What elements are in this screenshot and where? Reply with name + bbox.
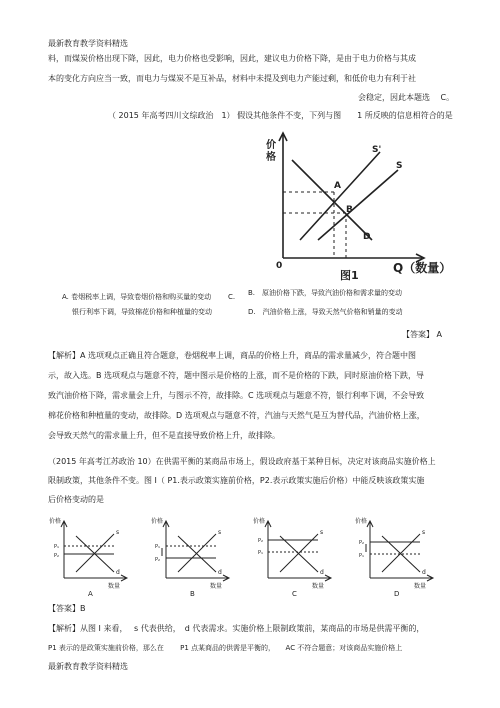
graph-a-p2: P₂ [54, 553, 60, 559]
q1-stem: （ 2015 年高考四川文综政治 1） 假设其他条件不变，下列与图 1 所反映的信息相符合的是 [108, 111, 453, 120]
q2-graph-d [354, 512, 446, 598]
graph-d-p1: P₁ [359, 553, 365, 559]
q1-origin: 0 [276, 261, 283, 271]
graph-d-d: d [422, 569, 426, 576]
graph-a-s: s [116, 529, 120, 536]
q1-ylabel: 价格 [266, 140, 276, 163]
graph-a-d: d [116, 569, 120, 576]
q2-answer: 【答案】B [48, 604, 86, 613]
graph-d-p2: P₂ [359, 540, 365, 546]
graph-c-p2: P₂ [258, 538, 264, 544]
q1-option-c: 银行利率下调，导致棉花价格和种植量的变动 [72, 308, 212, 316]
q1-answer: 【答案】 A [402, 330, 443, 339]
q2-stem-1: （2015 年高考江苏政治 10）在供需平衡的某商品市场上，假设政府基于某种目标，决定对该商品实施价格上 [48, 457, 436, 466]
q1-option-a: A. 卷烟税率上调，导致卷烟价格和购买量的变动 [62, 293, 212, 301]
intro-line-3: 会稳定，因此本题选 C。 [358, 93, 455, 102]
page-header: 最新教育教学资料精选 [48, 39, 128, 48]
graph-a-p1: P₁ [54, 544, 60, 550]
graph-b-letter: B [190, 590, 195, 598]
q1-option-d: D. 汽油价格上涨，导致天然气价格和销量的变动 [248, 308, 403, 316]
page-footer: 最新教育教学资料精选 [48, 662, 128, 671]
q1-analysis-5: 会导致天然气的需求量上升，但不是直接导致价格上升，故排除。 [48, 431, 280, 440]
graph-d-s: s [422, 529, 426, 536]
graph-b-p2: P₂ [155, 557, 161, 563]
q1-analysis-2: 示，故入选。B 选项观点与题意不符，题中图示是价格的上涨，而不是价格的下跌，同时原油价格下跌，导 [48, 371, 425, 380]
q1-label-b: B [346, 205, 353, 215]
q1-label-d: D [363, 232, 371, 242]
q2-stem-2: 限制政策，其他条件不变。图 I（ P1.表示政策实施前价格，P2.表示政策实施后价格）中能反映该政策实施 [48, 476, 425, 485]
graph-a-letter: A [88, 590, 93, 598]
q1-option-c-tag: C. [228, 293, 236, 301]
q1-label-s-prime: S' [372, 145, 382, 155]
graph-b-xlabel: 数量 [210, 583, 223, 590]
q1-analysis-3: 致汽油价格下降，需求量会上升，与图示不符，故排除。C 选项观点与题意不符，银行利率下调，不会导致 [48, 391, 425, 400]
intro-line-2: 本的变化方向应当一致，而电力与煤炭不是互补品，材料中未提及到电力产能过剩，和低价电力有利于社 [48, 74, 416, 83]
graph-c-s: s [320, 529, 324, 536]
q2-analysis-1: 【解析】从图 I 来看， s 代表供给， d 代表需求。实施价格上限制政策前，某商品的市场是供需平衡的， [48, 624, 425, 633]
q2-graph-c [252, 512, 344, 598]
q1-label-a: A [334, 181, 341, 191]
q1-caption: 图1 [340, 269, 359, 282]
graph-b-s: s [218, 529, 222, 536]
q1-analysis-4: 棉花价格和种植量的变动，故排除。D 选项观点与题意不符，汽油与天然气是互为替代品，汽油价格上涨， [48, 411, 425, 420]
graph-b-p1: P₁ [155, 544, 161, 550]
q1-analysis-1: 【解析】A 选项观点正确且符合题意，卷烟税率上调，商品的价格上升，商品的需求量减少，符合题中图 [48, 351, 417, 360]
q2-graph-a [48, 512, 140, 598]
q1-xlabel: Q（数量） [393, 261, 452, 275]
graph-d-xlabel: 数量 [414, 583, 427, 590]
intro-line-1: 料，而煤炭价格出现下降，因此，电力价格也受影响，因此，建议电力价格下降，是由于电力价格与其成 [48, 54, 416, 63]
q2-analysis-2: P1 表示的是政策实施前价格，那么在 P1 点某商品的供需是平衡的， AC 不符合题意；对该商品实施价格上 [48, 644, 403, 652]
graph-c-xlabel: 数量 [312, 583, 325, 590]
graph-c-p1: P₁ [258, 550, 264, 556]
q2-graph-b [150, 512, 242, 598]
graph-d-ylabel: 价格 [355, 518, 368, 525]
graph-c-letter: C [292, 590, 297, 598]
q1-label-s: S [396, 161, 403, 171]
graph-c-d: d [320, 569, 324, 576]
graph-c-ylabel: 价格 [253, 518, 266, 525]
graph-a-ylabel: 价格 [49, 518, 62, 525]
q2-stem-3: 后价格变动的是 [48, 495, 104, 504]
graph-b-ylabel: 价格 [151, 518, 164, 525]
graph-a-xlabel: 数量 [108, 583, 121, 590]
graph-b-d: d [218, 569, 222, 576]
q1-option-b: B. 原油价格下跌，导致汽油价格和需求量的变动 [248, 289, 403, 297]
graph-d-letter: D [394, 590, 400, 598]
